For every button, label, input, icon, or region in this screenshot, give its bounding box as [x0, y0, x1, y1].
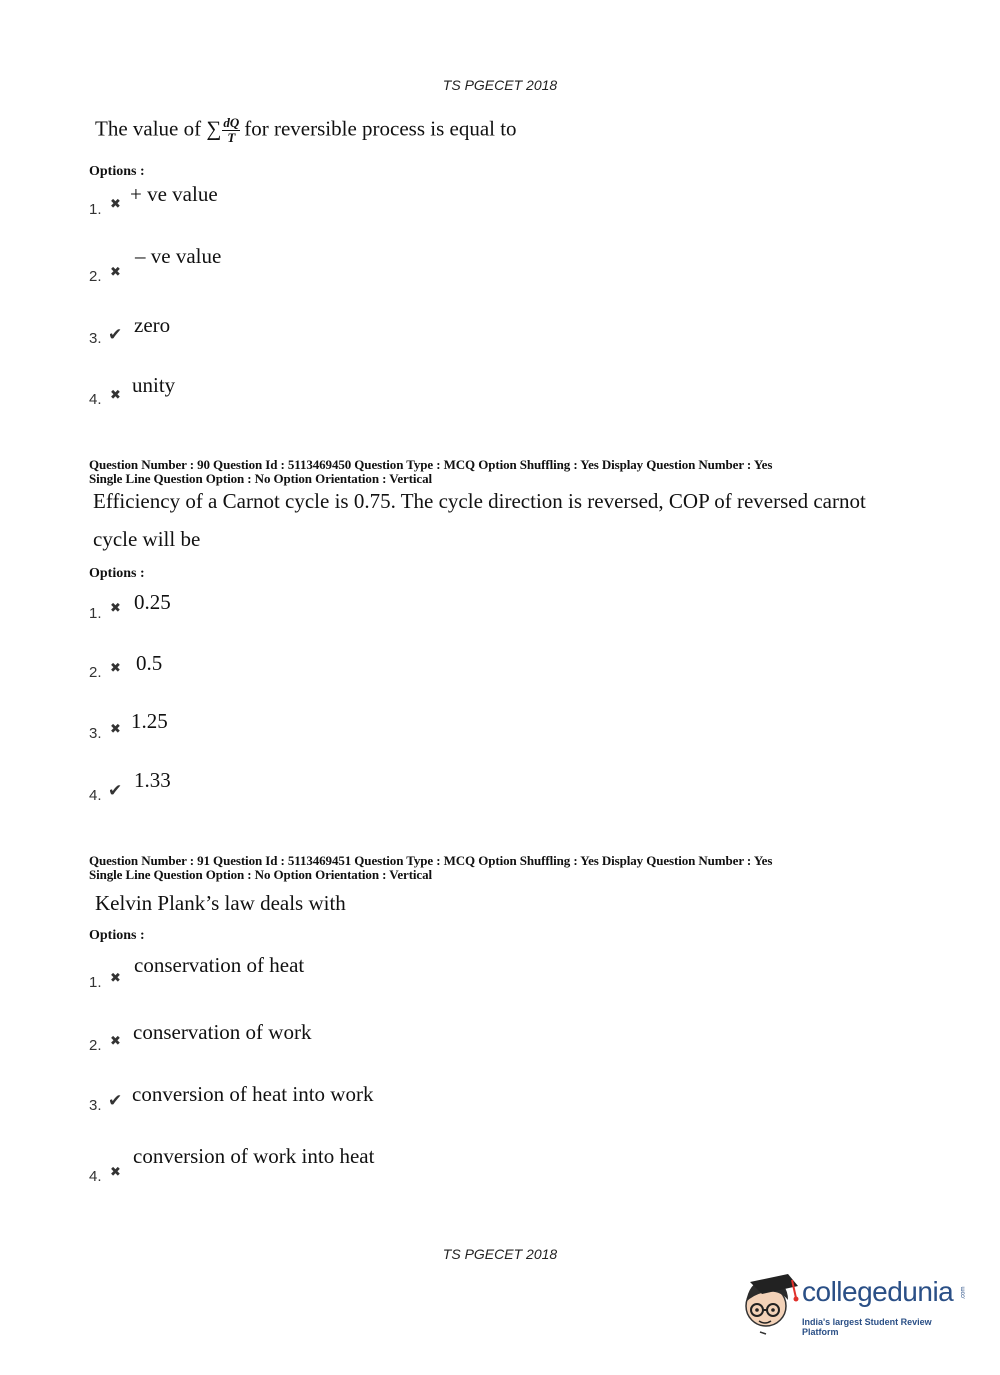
q91-option-1-text: conservation of heat [134, 953, 305, 977]
fraction-numerator: dQ [223, 115, 240, 130]
q91-option-1-cross-icon: ✖ [110, 971, 121, 986]
fraction-dq-over-t [222, 116, 240, 145]
q89-option-3-check-icon: ✔ [108, 325, 123, 345]
page-footer: TS PGECET 2018 [442, 1246, 558, 1262]
q90-option-3-text: 1.25 [131, 709, 168, 733]
q90-option-3-cross-icon: ✖ [110, 722, 121, 737]
question-91-line-1: Kelvin Plank’s law deals with [95, 891, 346, 915]
q89-option-2-text: – ve value [135, 244, 222, 268]
q91-option-2-cross-icon: ✖ [110, 1034, 121, 1049]
q91-option-1-number: 1. [89, 974, 102, 991]
q91-option-3-number: 3. [89, 1097, 102, 1114]
page-header: TS PGECET 2018 [442, 77, 558, 93]
q90-option-2-text: 0.5 [136, 651, 163, 675]
q90-option-3-number: 3. [89, 725, 102, 742]
q91-options-label: Options : [89, 928, 145, 943]
q89-option-3-text: zero [134, 313, 171, 337]
q89-option-4-number: 4. [89, 391, 102, 408]
logo-suffix: .com [960, 1286, 967, 1300]
q90-option-2-number: 2. [89, 664, 102, 681]
q90-option-4-text: 1.33 [134, 768, 171, 792]
q89-option-3-number: 3. [89, 330, 102, 347]
q91-option-3-check-icon: ✔ [108, 1091, 123, 1111]
q89-option-2-cross-icon: ✖ [110, 265, 121, 280]
q91-option-2-number: 2. [89, 1037, 102, 1054]
collegedunia-logo [740, 1268, 970, 1340]
q91-option-4-text: conversion of work into heat [133, 1144, 375, 1168]
q89-option-1-cross-icon: ✖ [110, 197, 121, 212]
q91-meta-line-2: Single Line Question Option : No Option Orientation : Vertical [89, 867, 433, 882]
q91-option-4-cross-icon: ✖ [110, 1165, 121, 1180]
question-89-text [95, 116, 517, 145]
q91-option-3-text: conversion of heat into work [132, 1082, 374, 1106]
q89-option-1-text: + ve value [130, 182, 218, 206]
q90-meta-line-1: Question Number : 90 Question Id : 5113469450 Question Type : MCQ Option Shuffling : Yes Display Question Number : Yes [89, 457, 773, 472]
q90-option-1-cross-icon: ✖ [110, 601, 121, 616]
q90-option-1-number: 1. [89, 605, 102, 622]
q89-option-2-number: 2. [89, 268, 102, 285]
question-89-text-before: The value of ∑ [95, 116, 222, 141]
q89-option-4-cross-icon: ✖ [110, 388, 121, 403]
q89-option-1-number: 1. [89, 201, 102, 218]
q90-options-label: Options : [89, 566, 145, 581]
q89-options-label: Options : [89, 164, 145, 179]
q91-option-2-text: conservation of work [133, 1020, 312, 1044]
q91-meta-line-1: Question Number : 91 Question Id : 5113469451 Question Type : MCQ Option Shuffling : Yes Display Question Number : Yes [89, 853, 773, 868]
fraction-denominator: T [227, 130, 236, 145]
question-90-line-1: Efficiency of a Carnot cycle is 0.75. The cycle direction is reversed, COP of reversed carnot [93, 489, 866, 513]
question-90-line-2: cycle will be [93, 527, 201, 551]
q90-option-4-check-icon: ✔ [108, 781, 123, 801]
question-89-text-after: for reversible process is equal to [244, 116, 517, 141]
q90-meta-line-2: Single Line Question Option : No Option Orientation : Vertical [89, 471, 433, 486]
q90-option-4-number: 4. [89, 787, 102, 804]
q91-option-4-number: 4. [89, 1168, 102, 1185]
q90-option-1-text: 0.25 [134, 590, 171, 614]
logo-tagline: India's largest Student Review Platform [802, 1317, 932, 1337]
logo-wordmark: collegedunia [802, 1276, 954, 1307]
q89-option-4-text: unity [132, 373, 176, 397]
student-mascot-icon [740, 1268, 802, 1340]
q90-option-2-cross-icon: ✖ [110, 661, 121, 676]
